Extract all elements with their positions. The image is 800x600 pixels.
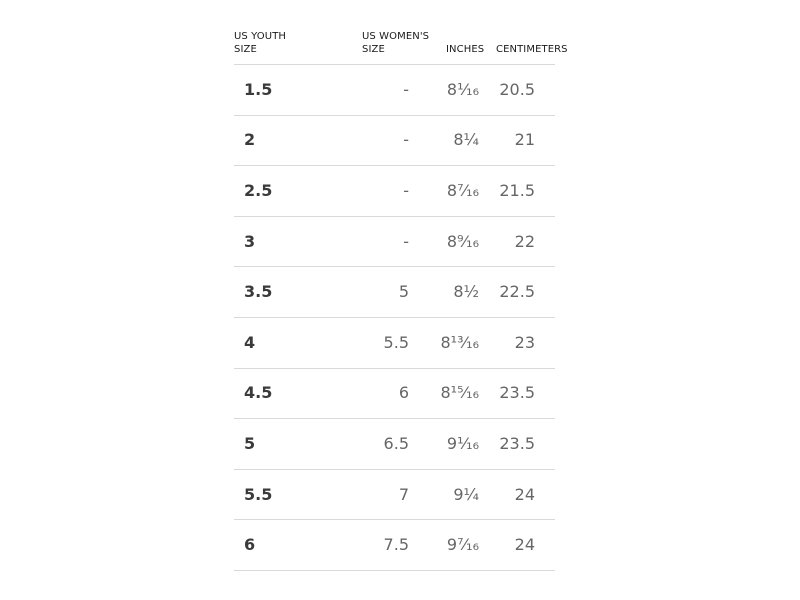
cell-womens-size: - (403, 231, 409, 251)
header-inches: INCHES (446, 44, 485, 55)
cell-womens-size: 7.5 (383, 535, 409, 555)
table-row (234, 116, 555, 167)
table-row (234, 470, 555, 521)
table-row (234, 520, 555, 571)
cell-centimeters: 23.5 (499, 383, 535, 403)
cell-inches: 9¹⁄₁₆ (446, 433, 479, 453)
table-row (234, 166, 555, 217)
cell-inches: 9⁷⁄₁₆ (446, 535, 479, 555)
cell-womens-size: 7 (398, 484, 409, 504)
header-us-youth-size: US YOUTH SIZE (234, 31, 287, 55)
cell-womens-size: 6 (398, 383, 409, 403)
cell-centimeters: 24 (514, 535, 535, 555)
cell-centimeters: 20.5 (499, 79, 535, 99)
table-row (234, 217, 555, 268)
table-row (234, 65, 555, 116)
cell-youth-size: 2 (244, 130, 256, 150)
cell-centimeters: 23 (514, 332, 535, 352)
cell-womens-size: - (403, 130, 409, 150)
cell-centimeters: 21.5 (499, 180, 535, 200)
table-row (234, 419, 555, 470)
cell-youth-size: 6 (244, 535, 256, 555)
cell-womens-size: 6.5 (383, 433, 409, 453)
cell-inches: 8¹⁄₁₆ (446, 79, 479, 99)
cell-youth-size: 4 (244, 332, 256, 352)
cell-womens-size: 5.5 (383, 332, 409, 352)
size-chart-table (234, 30, 568, 571)
cell-womens-size: 5 (398, 282, 409, 302)
cell-youth-size: 1.5 (244, 79, 273, 99)
cell-centimeters: 22.5 (499, 282, 535, 302)
cell-inches: 8¹³⁄₁₆ (440, 332, 479, 352)
cell-inches: 8¼ (453, 130, 479, 150)
table-row (234, 369, 555, 420)
cell-centimeters: 24 (514, 484, 535, 504)
cell-youth-size: 2.5 (244, 180, 273, 200)
cell-inches: 8¹⁵⁄₁₆ (440, 383, 479, 403)
cell-womens-size: - (403, 79, 409, 99)
cell-inches: 8⁷⁄₁₆ (446, 180, 479, 200)
cell-inches: 8⁹⁄₁₆ (446, 231, 479, 251)
cell-youth-size: 3 (244, 231, 256, 251)
cell-youth-size: 5 (244, 433, 256, 453)
cell-inches: 9¼ (453, 484, 479, 504)
header-centimeters: CENTIMETERS (496, 44, 568, 55)
cell-youth-size: 4.5 (244, 383, 273, 403)
table-row (234, 267, 555, 318)
cell-centimeters: 23.5 (499, 433, 535, 453)
cell-womens-size: - (403, 180, 409, 200)
table-row (234, 318, 555, 369)
cell-centimeters: 21 (514, 130, 535, 150)
cell-centimeters: 22 (514, 231, 535, 251)
cell-inches: 8½ (453, 282, 479, 302)
table-header-row (234, 30, 568, 65)
cell-youth-size: 3.5 (244, 282, 273, 302)
cell-youth-size: 5.5 (244, 484, 273, 504)
header-us-womens-size: US WOMEN'S SIZE (362, 31, 430, 55)
